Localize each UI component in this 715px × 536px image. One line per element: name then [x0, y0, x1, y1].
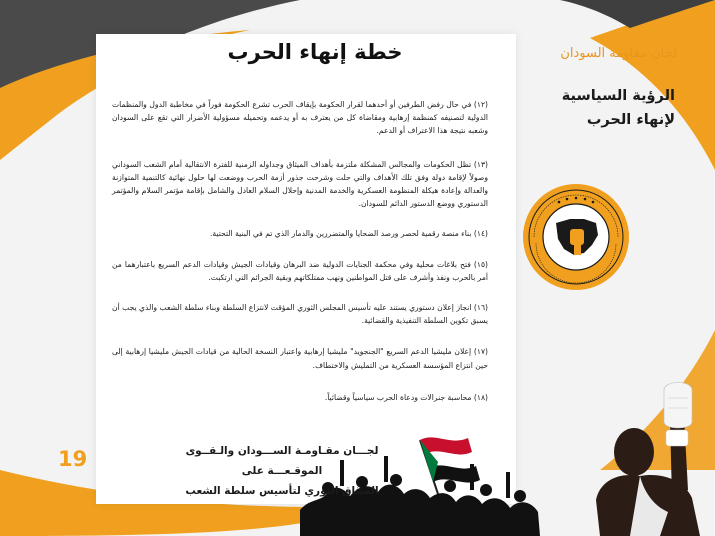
paragraph-12: (١٢) في حال رفض الطرفين أو أحدهما لقرار الحكومة بإيقاف الحرب تشرع الحكومة فوراً في مخاطبة الدول والمنظمات الدولية لتصنيفه كمنظمة إرهابية ومقاضاة كل من يعترف به أو يدعمه وتحميله مسؤولية الأضرار التي تقع على السودان وشعبه نتيجة هذا الاعتراف أو الدعم. — [112, 100, 488, 136]
paragraph-17: (١٧) إعلان مليشيا الدعم السريع "الجنجويد" مليشيا إرهابية واعتبار النسخة الحالية من قيادات الجيش مليشيا إرهابية إلى حين انتزاع المؤسسة العسكرية من التمليش والاختطاف. — [112, 347, 488, 370]
vision-line-1: الرؤية السياسية — [561, 88, 675, 104]
footer-line-2: الميثاق الثوري لتأسيس سلطة الشعب — [185, 485, 379, 497]
raised-fist-person — [596, 383, 700, 536]
organization-name: لجان مقاومة السودان — [560, 46, 677, 61]
page-title: خطة إنهاء الحرب — [227, 40, 403, 64]
footer-signatories — [168, 441, 396, 501]
page-number: 19 — [58, 447, 88, 471]
paragraph-14: (١٤) بناء منصة رقمية لحصر ورصد الضحايا والمتضررين والدمار الذي تم في البنية التحتية. — [209, 229, 488, 239]
paragraph-15: (١٥) فتح بلاغات محلية وفي محكمة الجنايات الدولية ضد البرهان وقيادات الجيش وقيادات الدعم السريع باعتبارهما من أمر بالحرب ونفذ وأشرف على قتل المواطنين ونهب ممتلكاتهم وبقية الجرائم التي ارتكبت. — [112, 259, 488, 282]
vision-line-2: لإنهاء الحرب — [586, 112, 675, 128]
vision-heading — [495, 84, 675, 132]
paragraph-13: (١٣) تظل الحكومات والمجالس المشكلة ملتزمة بأهداف الميثاق وجداوله الزمنية للفترة الانتقالية أمام الشعب السوداني وصولاً لإقامة دولة وفق تلك الأهداف والتي حلت وشرحت جذور أزمة الحرب ووضعت لها حلول نهائية كالتنمية المتوازنة والعدالة وإعادة هيكلة المنظومة العسكرية والخدمة المدنية وإحلال السلام العادل والشامل بإقامة مؤتمر السلام والمؤتمر الدستوري ووضع الدستور الدائم للسودان. — [112, 159, 488, 209]
footer-line-1: لجـــان مقـاومـة الســـودان والـقــوى الموقـعـــة على — [185, 445, 379, 477]
body-text — [112, 98, 488, 404]
paragraph-16: (١٦) انجاز إعلان دستوري يستند عليه تأسيس المجلس الثوري المؤقت لانتزاع السلطة وبناء سلطة الشعب والذي يجب أن يسبق تكوين السلطة التنفيذية والقضائية. — [112, 303, 488, 326]
paragraph-18: (١٨) محاسبة جنرالات ودعاة الحرب سياسياً وقضائياً. — [324, 392, 488, 402]
charter-seal-logo — [522, 183, 630, 291]
